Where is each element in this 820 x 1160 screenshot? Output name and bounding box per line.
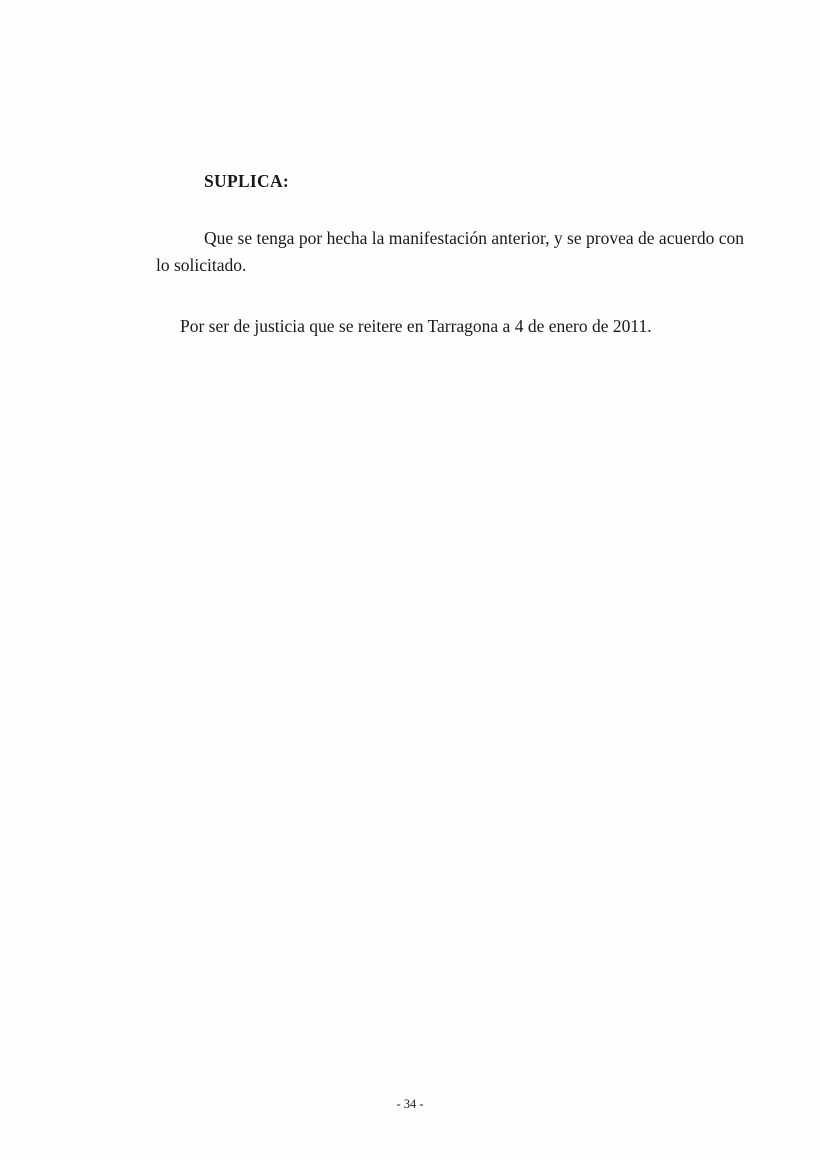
paragraph-request: Que se tenga por hecha la manifestación anterior, y se provea de acuerdo con lo solicitado. [156,227,744,275]
document-body [156,170,744,340]
paragraph-place-date: Por ser de justicia que se reitere en Tarragona a 4 de enero de 2011. [180,316,652,336]
page-number: - 34 - [396,1097,424,1111]
section-heading-suplica: SUPLICA: [204,171,290,191]
